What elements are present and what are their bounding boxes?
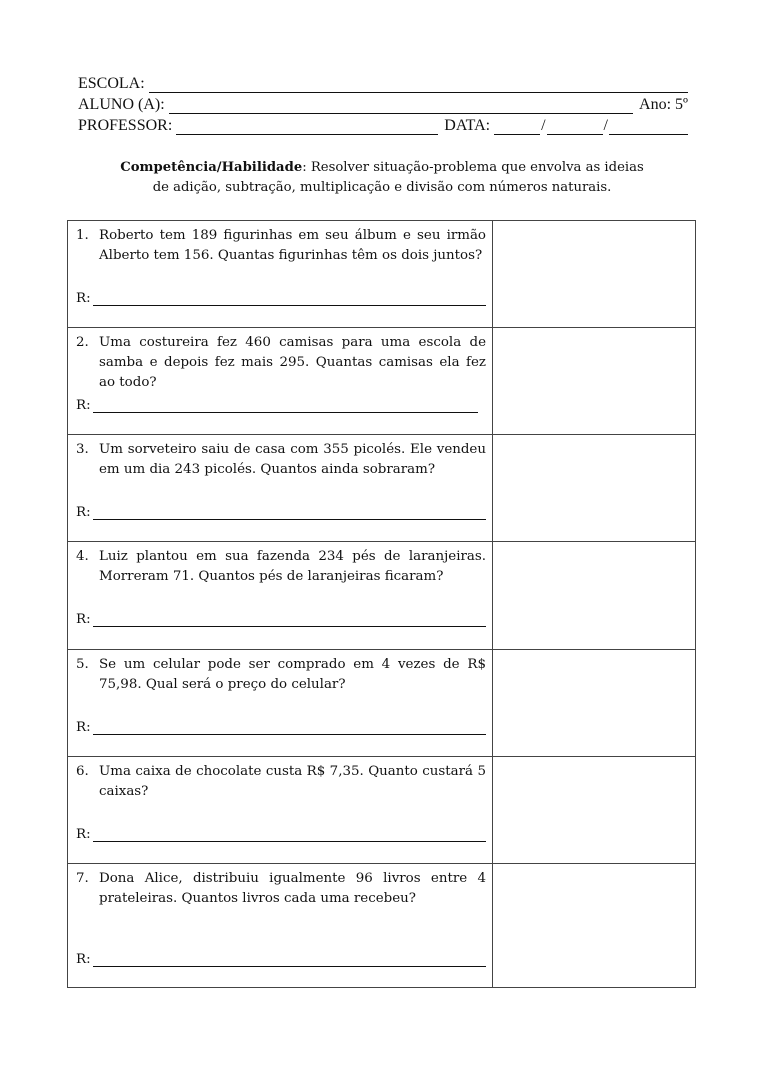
question-number: 6. [76,764,89,779]
professor-line [78,114,688,135]
work-space-cell[interactable] [493,757,695,863]
aluno-label: ALUNO (A): [78,96,165,113]
answer-blank[interactable] [93,614,486,627]
question-cell [68,435,493,541]
question-body: Dona Alice, distribuiu igualmente 96 livros entre 4 prateleiras. Quantos livros cada uma recebeu? [99,871,486,906]
answer-label: R: [76,827,91,842]
question-text [76,333,486,393]
question-text [76,547,486,587]
question-row [68,542,695,650]
question-body: Se um celular pode ser comprado em 4 vezes de R$ 75,98. Qual será o preço do celular? [99,657,486,692]
competence-title: Competência/Habilidade [120,160,303,175]
competence-text [80,158,684,198]
question-body: Uma caixa de chocolate custa R$ 7,35. Quanto custará 5 caixas? [99,764,486,799]
question-cell [68,328,493,434]
question-cell [68,542,493,649]
answer-blank[interactable] [93,400,478,413]
answer-line[interactable] [76,720,486,735]
work-space-cell[interactable] [493,435,695,541]
escola-label: ESCOLA: [78,75,145,92]
question-row [68,650,695,757]
question-row [68,435,695,542]
competence-line-2: de adição, subtração, multiplicação e divisão com números naturais. [152,180,612,195]
questions-table [67,220,696,988]
work-space-cell[interactable] [493,542,695,649]
date-day-field[interactable] [494,119,540,135]
question-row [68,328,695,435]
answer-label: R: [76,720,91,735]
aluno-line [78,93,688,114]
escola-field[interactable] [149,77,688,93]
question-cell [68,650,493,756]
data-label: DATA: [444,117,491,134]
answer-line[interactable] [76,952,486,967]
question-text [76,655,486,695]
date-month-field[interactable] [547,119,603,135]
question-number: 2. [76,335,89,350]
date-separator: / [541,117,546,134]
aluno-field[interactable] [169,98,633,114]
answer-line[interactable] [76,827,486,842]
question-cell [68,221,493,327]
work-space-cell[interactable] [493,864,695,988]
question-number: 1. [76,228,89,243]
ano-label: Ano: 5º [639,96,688,113]
question-cell [68,864,493,988]
answer-label: R: [76,398,91,413]
header-block [78,72,688,135]
answer-blank[interactable] [93,829,486,842]
question-row [68,864,695,988]
question-number: 3. [76,442,89,457]
date-separator: / [603,117,608,134]
question-text [76,869,486,909]
answer-line[interactable] [76,505,486,520]
question-body: Um sorveteiro saiu de casa com 355 picolés. Ele vendeu em um dia 243 picolés. Quantos ainda sobraram? [99,442,486,477]
answer-blank[interactable] [93,722,486,735]
question-row [68,757,695,864]
work-space-cell[interactable] [493,650,695,756]
professor-field[interactable] [176,119,438,135]
answer-line[interactable] [76,612,486,627]
answer-blank[interactable] [93,293,486,306]
question-body: Luiz plantou em sua fazenda 234 pés de laranjeiras. Morreram 71. Quantos pés de laranjeiras ficaram? [99,549,486,584]
competence-line-1: : Resolver situação-problema que envolva as ideias [302,160,644,175]
professor-label: PROFESSOR: [78,117,173,134]
question-text [76,762,486,802]
answer-label: R: [76,952,91,967]
work-space-cell[interactable] [493,328,695,434]
answer-blank[interactable] [93,954,486,967]
question-number: 7. [76,871,89,886]
escola-line [78,72,688,93]
work-space-cell[interactable] [493,221,695,327]
answer-line[interactable] [76,398,478,413]
question-row [68,221,695,328]
answer-label: R: [76,291,91,306]
question-text [76,440,486,480]
answer-label: R: [76,505,91,520]
date-year-field[interactable] [609,119,688,135]
answer-line[interactable] [76,291,486,306]
question-body: Roberto tem 189 figurinhas em seu álbum e seu irmão Alberto tem 156. Quantas figurinhas têm os dois juntos? [99,228,486,263]
question-cell [68,757,493,863]
answer-blank[interactable] [93,507,486,520]
question-number: 5. [76,657,89,672]
question-number: 4. [76,549,89,564]
question-body: Uma costureira fez 460 camisas para uma escola de samba e depois fez mais 295. Quantas camisas ela fez ao todo? [99,335,486,390]
question-text [76,226,486,266]
answer-label: R: [76,612,91,627]
